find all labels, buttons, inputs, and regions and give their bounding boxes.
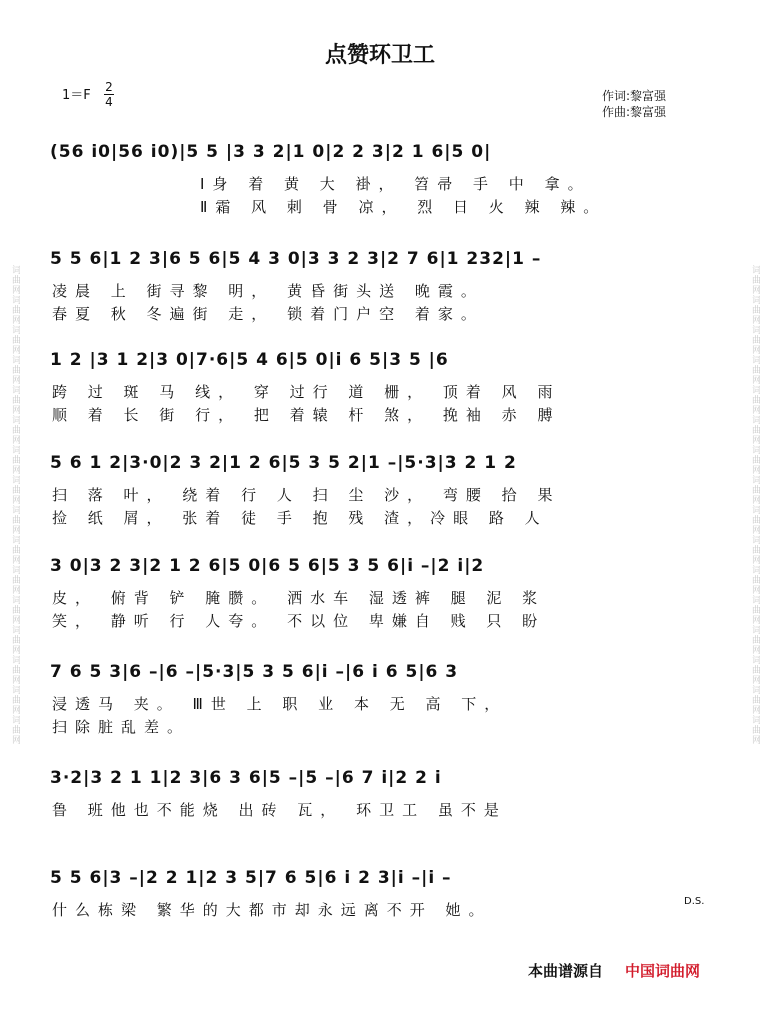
score-system-1: [50, 140, 710, 216]
score-system-5: [50, 554, 710, 630]
notes: (56 i0|56 i0)|5 5 |3 3 2|1 0|2 2 3|2 1 6|5 0|: [50, 142, 492, 162]
lyric-line-1: 扫 落 叶， 绕着 行 人 扫 尘 沙， 弯腰 拾 果: [52, 486, 561, 504]
lyric-line-2: 捡 纸 屑， 张着 徒 手 抱 残 渣，冷眼 路 人: [52, 509, 548, 527]
watermark-right: 词曲网词曲网词曲网词曲网词曲网词曲网词曲网词曲网词曲网词曲网词曲网词曲网词曲网词曲网词曲网词曲网: [750, 265, 760, 745]
score-system-3: [50, 348, 710, 424]
notation-row: [50, 348, 710, 378]
score-system-7: [50, 766, 710, 819]
lyric-line-1: 凌晨 上 街寻黎 明， 黄昏街头送 晚霞。: [52, 282, 484, 300]
composer: 作曲:黎富强: [602, 105, 667, 119]
notes: 3 0|3 2 3|2 1 2 6|5 0|6 5 6|5 3 5 6|i –|2 i|2: [50, 556, 485, 576]
notation-row: [50, 247, 710, 277]
notes: 7 6 5 3|6 –|6 –|5·3|5 3 5 6|i –|6 i 6 5|6 3: [50, 662, 459, 682]
notation-row: [50, 766, 710, 796]
score-system-4: [50, 451, 710, 527]
lyric-line-1: 什么栋梁 繁华的大都市却永远离不开 她。: [52, 901, 492, 919]
notation-row: [50, 140, 710, 170]
lyric-line-2: 笑， 静听 行 人夸。 不以位 卑嫌自 贱 只 盼: [52, 612, 546, 630]
credits: [602, 88, 666, 120]
notes: 5 5 6|1 2 3|6 5 6|5 4 3 0|3 3 2 3|2 7 6|1 232|1 –: [50, 249, 542, 269]
lyric-line-1: 跨 过 斑 马 线， 穿 过行 道 栅， 顶着 风 雨: [52, 383, 561, 401]
score-system-2: [50, 247, 710, 323]
lyric-line-1: 浸透马 夹。 Ⅲ世 上 职 业 本 无 高 下，: [52, 695, 508, 713]
site-link[interactable]: 中国词曲网: [625, 962, 701, 980]
watermark-left: 词曲网词曲网词曲网词曲网词曲网词曲网词曲网词曲网词曲网词曲网词曲网词曲网词曲网词曲网词曲网词曲网: [10, 265, 20, 745]
notation-row: [50, 660, 710, 690]
notation-row: [50, 554, 710, 584]
lyric-line-2: 春夏 秋 冬遍街 走， 锁着门户空 着家。: [52, 305, 484, 323]
notes: 5 5 6|3 –|2 2 1|2 3 5|7 6 5|6 i 2 3|i –|i –: [50, 868, 452, 888]
meter-denominator: 4: [105, 95, 113, 109]
notes: 5 6 1 2|3·0|2 3 2|1 2 6|5 3 5 2|1 –|5·3|3 2 1 2: [50, 453, 517, 473]
lyric-line-1: 鲁 班他也不能烧 出砖 瓦， 环卫工 虽不是: [52, 801, 507, 819]
time-signature: [104, 80, 114, 109]
notation-row: [50, 451, 710, 481]
source-label: 本曲谱源自: [528, 962, 604, 980]
score-system-8: [50, 866, 710, 919]
dal-segno-mark: D.S.: [684, 896, 705, 907]
song-title: 点赞环卫工: [324, 43, 435, 68]
notes: 1 2 |3 1 2|3 0|7·6|5 4 6|5 0|i 6 5|3 5 |6: [50, 350, 449, 370]
score-system-6: [50, 660, 710, 736]
lyric-line-1: 皮， 俯背 铲 腌臜。 洒水车 湿透裤 腿 泥 浆: [52, 589, 546, 607]
lyric-line-2: Ⅱ霜 风 刺 骨 凉， 烈 日 火 辣 辣。: [200, 198, 607, 216]
lyric-line-2: 顺 着 长 街 行， 把 着辕 杆 煞， 挽袖 赤 膊: [52, 406, 561, 424]
notes: 3·2|3 2 1 1|2 3|6 3 6|5 –|5 –|6 7 i|2 2 i: [50, 768, 442, 788]
meter-numerator: 2: [105, 80, 113, 94]
lyricist: 作词:黎富强: [602, 89, 667, 103]
lyric-line-1: Ⅰ身 着 黄 大 褂， 笤帚 手 中 拿。: [200, 175, 591, 193]
notation-row: [50, 866, 710, 896]
source-footer: [528, 960, 700, 981]
lyric-line-2: 扫除脏乱差。: [52, 718, 191, 736]
key-signature: 1＝F: [62, 88, 91, 103]
